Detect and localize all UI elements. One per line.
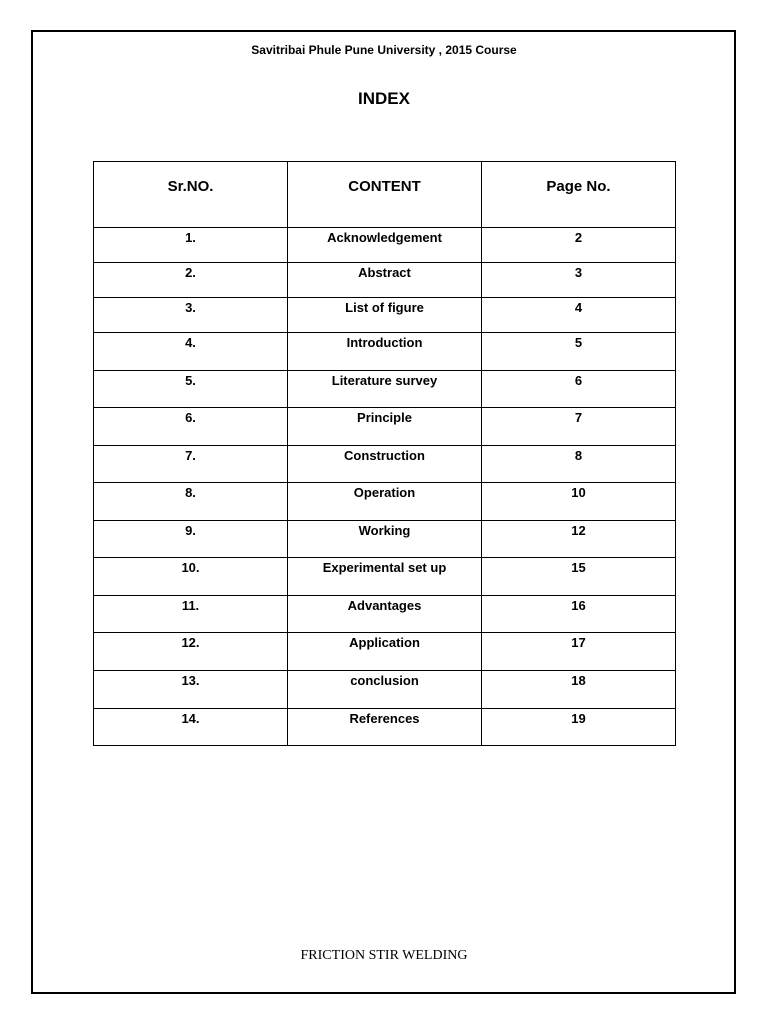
table-header-row [94,162,676,228]
sr-no-cell: 5. [94,371,288,408]
table-row [94,371,676,408]
page-no-cell: 18 [482,671,676,709]
content-cell: Abstract [288,263,482,298]
page-no-cell: 5 [482,333,676,371]
sr-no-cell: 8. [94,483,288,521]
sr-no-cell: 3. [94,298,288,333]
sr-no-cell: 14. [94,709,288,746]
table-row [94,408,676,446]
sr-no-cell: 2. [94,263,288,298]
table-row [94,671,676,709]
sr-no-cell: 13. [94,671,288,709]
table-row [94,596,676,633]
content-cell: List of figure [288,298,482,333]
sr-no-cell: 11. [94,596,288,633]
content-cell: Advantages [288,596,482,633]
content-cell: References [288,709,482,746]
table-row [94,521,676,558]
column-header-page-no: Page No. [482,162,676,228]
content-cell: Principle [288,408,482,446]
sr-no-cell: 4. [94,333,288,371]
page-no-cell: 8 [482,446,676,483]
page-no-cell: 19 [482,709,676,746]
university-header: Savitribai Phule Pune University , 2015 Course [251,43,517,57]
table-row [94,483,676,521]
table-row [94,263,676,298]
content-cell: Operation [288,483,482,521]
sr-no-cell: 6. [94,408,288,446]
content-cell: Application [288,633,482,671]
page-no-cell: 4 [482,298,676,333]
content-cell: Acknowledgement [288,228,482,263]
content-cell: Experimental set up [288,558,482,596]
content-cell: Working [288,521,482,558]
sr-no-cell: 10. [94,558,288,596]
content-cell: Literature survey [288,371,482,408]
sr-no-cell: 9. [94,521,288,558]
page-title: INDEX [358,89,410,108]
index-table-body [94,228,676,746]
sr-no-cell: 12. [94,633,288,671]
content-cell: Construction [288,446,482,483]
table-row [94,446,676,483]
page-no-cell: 6 [482,371,676,408]
sr-no-cell: 7. [94,446,288,483]
content-cell: Introduction [288,333,482,371]
page-no-cell: 3 [482,263,676,298]
document-footer: FRICTION STIR WELDING [300,948,468,963]
page-no-cell: 2 [482,228,676,263]
page-no-cell: 12 [482,521,676,558]
table-row [94,558,676,596]
column-header-sr-no: Sr.NO. [94,162,288,228]
table-row [94,633,676,671]
page-no-cell: 16 [482,596,676,633]
table-row [94,333,676,371]
page-no-cell: 17 [482,633,676,671]
table-row [94,709,676,746]
page-no-cell: 7 [482,408,676,446]
sr-no-cell: 1. [94,228,288,263]
page-no-cell: 15 [482,558,676,596]
index-table [93,161,676,746]
table-row [94,298,676,333]
column-header-content: CONTENT [288,162,482,228]
page-no-cell: 10 [482,483,676,521]
table-row [94,228,676,263]
content-cell: conclusion [288,671,482,709]
